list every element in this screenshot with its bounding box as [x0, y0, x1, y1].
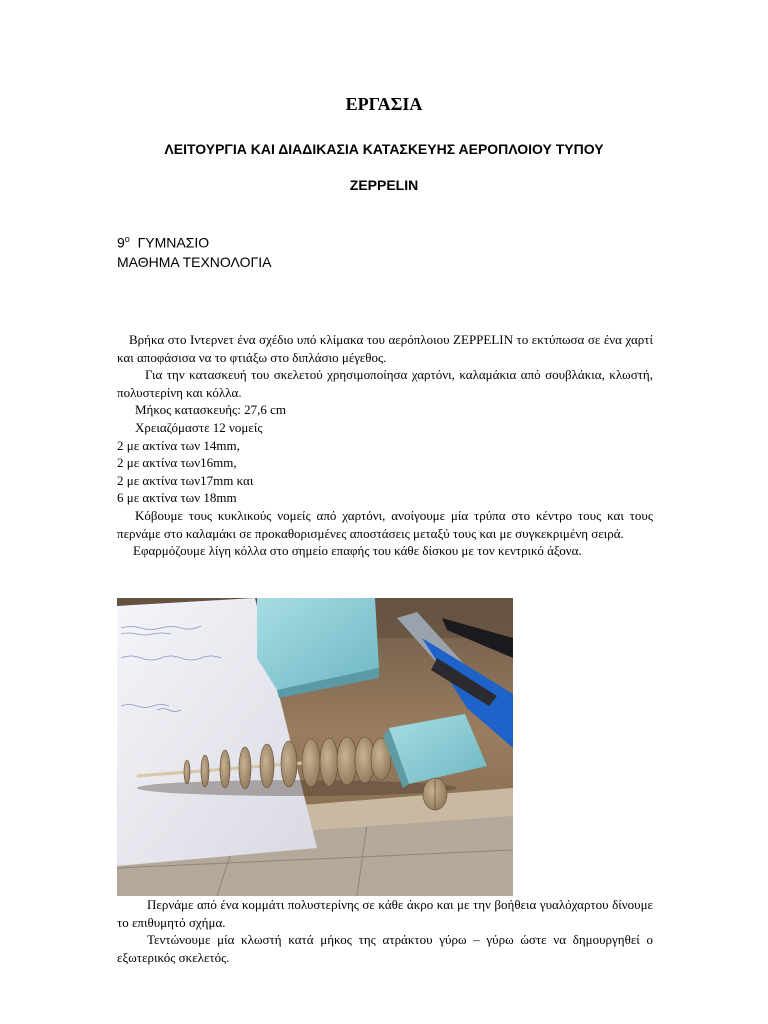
zeppelin-skeleton-photo: [117, 598, 513, 896]
body-text: [117, 331, 653, 560]
paragraph: Μήκος κατασκευής: 27,6 cm: [135, 402, 286, 418]
school-ordinal: ο: [124, 234, 130, 244]
paragraph: Για την κατασκευή του σκελετού χρησιμοποίησα χαρτόνι, καλαμάκια από σουβλάκια, κλωστή, πολυστερίνη και κόλλα.: [117, 367, 653, 400]
list-item: 6 με ακτίνα των 18mm: [117, 490, 237, 506]
lesson-name: ΜΑΘΗΜΑ ΤΕΧΝΟΛΟΓΙΑ: [117, 253, 272, 270]
paragraph: Τεντώνουμε μία κλωστή κατά μήκος της ατράκτου γύρω – γύρω ώστε να δημουργηθεί ο εξωτερικός σκελετός.: [117, 932, 653, 965]
paragraph: Κόβουμε τους κυκλικούς νομείς από χαρτόνι, ανοίγουμε μία τρύπα στο κέντρο τους και τους περνάμε στο καλαμάκι σε προκαθορισμένες αποστάσεις μεταξύ τους και με συγκεκριμένη σειρά.: [117, 507, 653, 541]
list-item: 2 με ακτίνα των17mm και: [117, 472, 254, 488]
paragraph: Περνάμε από ένα κομμάτι πολυστερίνης σε κάθε άκρο και με την βοήθεια γυαλόχαρτου δίνουμε το επιθυμητό σχήμα.: [117, 897, 653, 930]
paragraph: Βρήκα στο Ιντερνετ ένα σχέδιο υπό κλίμακα του αερόπλοιου ZEPPELIN το εκτύπωσα σε ένα χαρτί και αποφάσισα να το φτιάξω στο διπλάσιο μέγεθος.: [117, 332, 653, 365]
school-name-line: [117, 230, 271, 253]
paragraph: Χρειαζόμαστε 12 νομείς: [135, 419, 263, 435]
school-number: 9: [117, 234, 125, 251]
school-info: [117, 230, 271, 272]
school-name: ΓΥΜΝΑΣΙΟ: [137, 234, 210, 251]
body-text-continued: [117, 896, 653, 966]
page-title: ΕΡΓΑΣΙΑ: [345, 94, 423, 114]
paragraph: Εφαρμόζουμε λίγη κόλλα στο σημείο επαφής του κάθε δίσκου με τον κεντρικό άξονα.: [133, 543, 582, 559]
list-item: 2 με ακτίνα των 14mm,: [117, 437, 240, 453]
document-subtitle: ΛΕΙΤΟΥΡΓΙΑ ΚΑΙ ΔΙΑΔΙΚΑΣΙΑ ΚΑΤΑΣΚΕΥΗΣ ΑΕΡΟΠΛΟΙΟΥ ΤΥΠΟΥ: [164, 141, 604, 157]
document-subtitle-zeppelin: ZEPPELIN: [349, 177, 419, 193]
list-item: 2 με ακτίνα των16mm,: [117, 455, 237, 471]
